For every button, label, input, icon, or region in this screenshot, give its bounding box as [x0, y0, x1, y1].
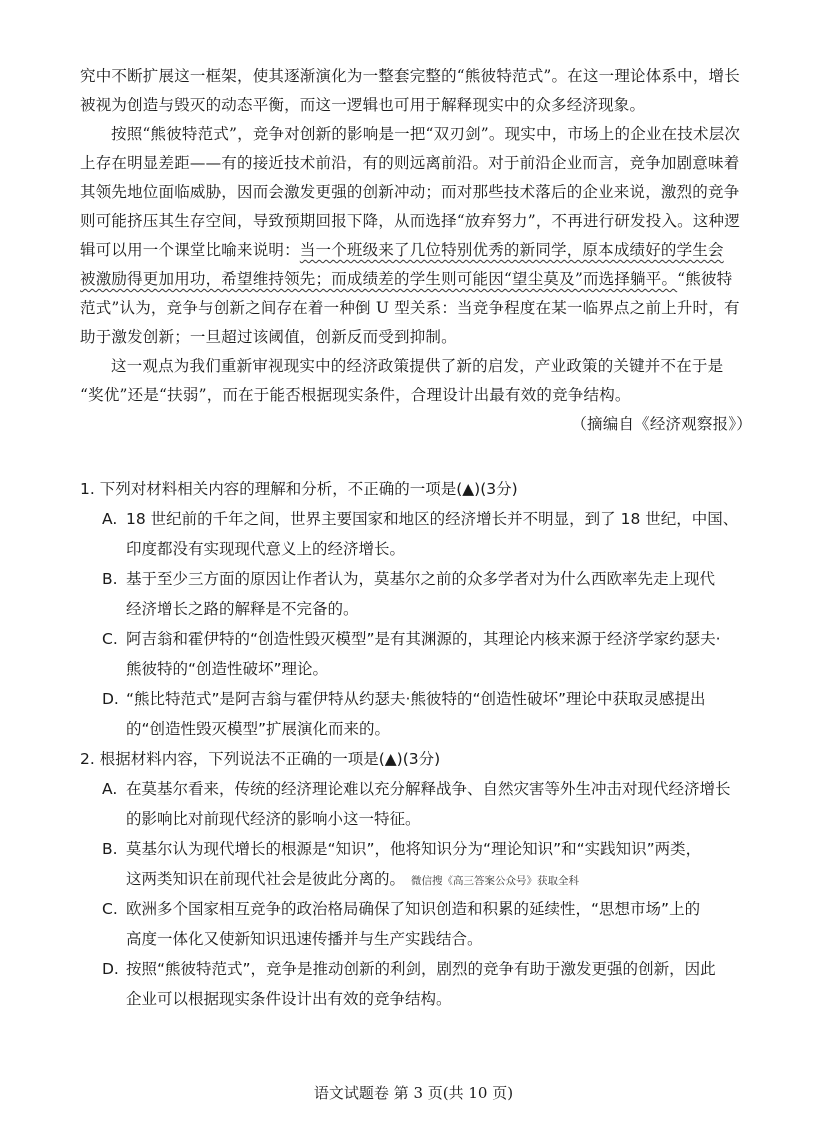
option-label: D. [102, 960, 119, 978]
passage-line: 被视为创造与毁灭的动态平衡，而这一逻辑也可用于解释现实中的众多经济现象。 [80, 96, 646, 114]
option-d [102, 954, 755, 1014]
option-d [102, 684, 755, 744]
passage-line: 究中不断扩展这一框架，使其逐渐演化为一整套完整的“熊彼特范式”。在这一理论体系中，增长 [80, 67, 740, 85]
option-text: 欧洲多个国家相互竞争的政治格局确保了知识创造和积累的延续性，“思想市场”上的 [126, 900, 701, 918]
passage-line: 上存在明显差距——有的接近技术前沿，有的则远离前沿。对于前沿企业而言，竞争加剧意味着 [80, 154, 740, 172]
option-a [102, 774, 755, 834]
passage-source: （摘编自《经济观察报》） [571, 415, 752, 433]
option-text-segment: 这两类知识在前现代社会是彼此分离的。 [126, 870, 406, 888]
option-text: 企业可以根据现实条件设计出有效的竞争结构。 [126, 990, 452, 1008]
passage-line: 则可能挤压其生存空间，导致预期回报下降，从而选择“放弃努力”，不再进行研发投入。这种逻 [80, 212, 740, 230]
wavy-underlined-text: 当一个班级来了几位特别优秀的新同学，原本成绩好的学生会 [299, 241, 724, 259]
option-text: 按照“熊彼特范式”，竞争是推动创新的利剑，剧烈的竞争有助于激发更强的创新，因此 [126, 960, 716, 978]
passage-line: “奖优”还是“扶弱”，而在于能否根据现实条件，合理设计出最有效的竞争结构。 [80, 386, 631, 404]
option-text: 基于至少三方面的原因让作者认为，莫基尔之前的众多学者对为什么西欧率先走上现代 [126, 570, 716, 588]
passage-line [80, 265, 752, 294]
page-footer: 语文试题卷 第 3 页(共 10 页) [313, 1084, 514, 1102]
option-c [102, 624, 755, 684]
option-text: 莫基尔认为现代增长的根源是“知识”，他将知识分为“理论知识”和“实践知识”两类， [126, 840, 702, 858]
watermark-text: 微信搜《高三答案公众号》获取全科 [411, 875, 580, 887]
option-text: “熊比特范式”是阿吉翁与霍伊特从约瑟夫·熊彼特的“创造性破坏”理论中获取灵感提出 [126, 690, 706, 708]
passage-line: 这一观点为我们重新审视现实中的经济政策提供了新的启发，产业政策的关键并不在于是 [111, 357, 724, 375]
question-list [80, 474, 755, 1014]
passage-line [80, 236, 752, 265]
reading-passage [80, 62, 752, 439]
option-label: B. [102, 570, 118, 588]
option-text: 高度一体化又使新知识迅速传播并与生产实践结合。 [126, 930, 483, 948]
option-label: A. [102, 780, 118, 798]
option-a [102, 504, 755, 564]
option-label: C. [102, 900, 118, 918]
option-c [102, 894, 755, 954]
option-text: 阿吉翁和霍伊特的“创造性毁灭模型”是有其渊源的，其理论内核来源于经济学家约瑟夫· [126, 630, 721, 648]
question-stem: 1. 下列对材料相关内容的理解和分析，不正确的一项是(▲)(3分) [80, 480, 518, 498]
option-text: 熊彼特的“创造性破坏”理论。 [126, 660, 329, 678]
option-text: 经济增长之路的解释是不完备的。 [126, 600, 359, 618]
option-text: 18 世纪前的千年之间，世界主要国家和地区的经济增长并不明显，到了 18 世纪，中国、 [126, 510, 739, 528]
option-b [102, 564, 755, 624]
passage-line: 范式”认为，竞争与创新之间存在着一种倒 U 型关系：当竞争程度在某一临界点之前上升时，有 [80, 299, 740, 317]
option-label: A. [102, 510, 118, 528]
passage-line: 按照“熊彼特范式”，竞争对创新的影响是一把“双刃剑”。现实中，市场上的企业在技术层次 [111, 125, 741, 143]
wavy-underlined-text: 被激励得更加用功，希望维持领先；而成绩差的学生则可能因“望尘莫及”而选择躺平。 [80, 270, 678, 288]
option-text: 在莫基尔看来，传统的经济理论难以充分解释战争、自然灾害等外生冲击对现代经济增长 [126, 780, 731, 798]
option-label: D. [102, 690, 119, 708]
option-text: 的“创造性毁灭模型”扩展演化而来的。 [126, 720, 391, 738]
question-stem: 2. 根据材料内容，下列说法不正确的一项是(▲)(3分) [80, 750, 441, 768]
option-b [102, 834, 755, 894]
option-text: 的影响比对前现代经济的影响小这一特征。 [126, 810, 421, 828]
option-label: B. [102, 840, 118, 858]
option-label: C. [102, 630, 118, 648]
passage-line: 其领先地位面临威胁，因而会激发更强的创新冲动；而对那些技术落后的企业来说，激烈的竞争 [80, 183, 740, 201]
option-text [126, 864, 755, 894]
passage-text: “熊彼特 [677, 270, 733, 288]
option-text: 印度都没有实现现代意义上的经济增长。 [126, 540, 406, 558]
passage-line: 助于激发创新；一旦超过该阈值，创新反而受到抑制。 [80, 328, 457, 346]
passage-text: 辑可以用一个课堂比喻来说明： [80, 241, 300, 259]
